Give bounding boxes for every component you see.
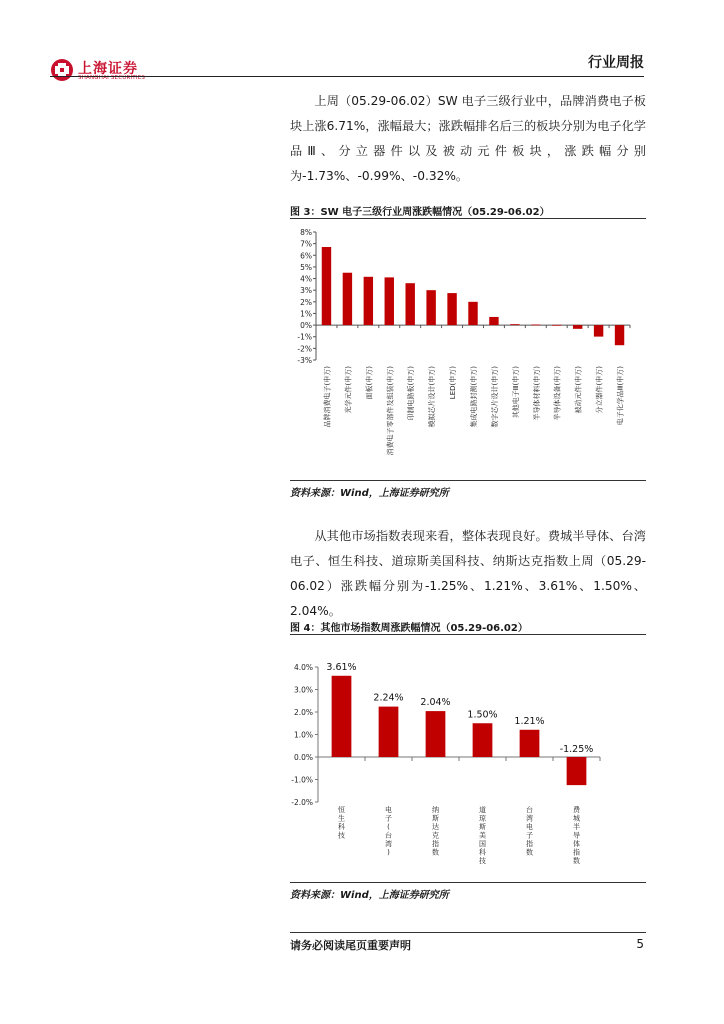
data-label: 2.24% xyxy=(373,692,404,704)
bar xyxy=(426,711,446,757)
tick-label-char: 科 xyxy=(479,848,486,857)
paragraph-text: 从其他市场指数表现来看，整体表现良好。费城半导体、台湾电子、恒生科技、道琼斯美国科技、纳斯达克指数上周（05.29-06.02）涨跌幅分别为-1.25%、1.21%、3.61%、1.50%、2.04%。 xyxy=(290,529,646,618)
tick-label-char: 数 xyxy=(573,857,580,865)
header-divider xyxy=(50,76,644,77)
y-tick-label: 4.0% xyxy=(293,663,313,672)
bar xyxy=(385,277,394,325)
tick-label-char: 指 xyxy=(432,840,439,848)
y-tick-label: 6% xyxy=(300,251,312,261)
bar xyxy=(426,290,435,325)
tick-label-char: 斯 xyxy=(432,814,439,823)
y-tick-label: 0% xyxy=(300,321,312,331)
y-tick-label: 0.0% xyxy=(293,753,313,762)
tick-label-char: 台 xyxy=(385,831,392,840)
bar xyxy=(573,325,582,329)
tick-label-char: 费 xyxy=(573,806,580,814)
tick-label-char: 恒 xyxy=(338,806,345,814)
x-tick-label xyxy=(479,805,487,865)
logo-subtext: SHANGHAI SECURITIES xyxy=(78,75,146,81)
tick-label-char: 技 xyxy=(479,857,486,865)
tick-label-char: 半 xyxy=(573,823,580,831)
tick-label-char: 湾 xyxy=(385,840,392,848)
y-tick-label: 3.0% xyxy=(293,685,313,695)
y-tick-label: 2.0% xyxy=(293,708,313,717)
y-tick-label: -2% xyxy=(297,344,312,354)
x-tick-label xyxy=(385,805,392,857)
figure4-source-rule xyxy=(290,882,646,883)
page-number: 5 xyxy=(636,937,644,951)
tick-label-char: 技 xyxy=(338,831,345,840)
y-tick-label: 7% xyxy=(300,239,312,249)
data-label: 2.04% xyxy=(420,697,451,709)
x-tick-label: 被动元件(申万) xyxy=(574,366,583,414)
tick-label-char: 电 xyxy=(526,823,533,831)
x-tick-label: 印制电路板(申万) xyxy=(407,366,416,421)
x-tick-label: 模拟芯片设计(申万) xyxy=(428,366,437,428)
y-tick-label: 8% xyxy=(300,228,312,237)
y-tick-label: -1.0% xyxy=(291,775,313,785)
bar xyxy=(322,247,331,325)
y-tick-label: 4% xyxy=(300,274,312,284)
figure3-source-rule xyxy=(290,480,646,481)
company-logo xyxy=(50,58,160,84)
data-label: 3.61% xyxy=(326,661,357,673)
x-tick-label: 半导体设备(申万) xyxy=(553,366,562,421)
bar xyxy=(510,324,519,325)
tick-label-char: 琼 xyxy=(479,814,486,823)
other-indices-weekly-change-chart xyxy=(290,640,646,880)
x-tick-label: 数字芯片设计(申万) xyxy=(490,366,499,428)
data-label: 1.21% xyxy=(514,715,545,727)
sw-industry-weekly-change-chart xyxy=(290,222,646,478)
x-tick-label xyxy=(573,805,581,865)
tick-label-char: 数 xyxy=(526,848,533,857)
x-tick-label: 品牌消费电子(申万) xyxy=(323,366,332,428)
x-tick-label: 光学元件(申万) xyxy=(344,366,353,414)
logo-text: 上海证券 xyxy=(78,61,138,77)
figure4-caption-rule xyxy=(290,634,646,635)
tick-label-char: 克 xyxy=(432,831,439,840)
bar xyxy=(520,730,540,757)
report-type-title: 行业周报 xyxy=(588,55,644,71)
tick-label-char: 道 xyxy=(479,806,486,814)
tick-label-char: 电 xyxy=(385,806,392,814)
x-tick-label: 半导体材料(申万) xyxy=(532,366,541,421)
tick-label-char: 斯 xyxy=(479,823,486,831)
bar xyxy=(405,283,414,325)
tick-label-char: 指 xyxy=(573,848,580,857)
x-tick-label: LED(申万) xyxy=(449,366,458,400)
bar xyxy=(473,723,493,757)
tick-label-char: 美 xyxy=(479,831,486,840)
figure4-caption: 图 4：其他市场指数周涨跌幅情况（05.29-06.02） xyxy=(290,623,528,634)
paragraph-other-indices xyxy=(290,524,646,624)
footer-disclaimer: 请务必阅读尾页重要声明 xyxy=(290,939,411,952)
tick-label-char: ) xyxy=(387,848,390,857)
x-tick-label: 其他电子Ⅲ(申万) xyxy=(511,366,520,419)
bar xyxy=(379,707,399,757)
tick-label-char: ( xyxy=(387,823,390,831)
bar xyxy=(615,325,624,345)
tick-label-char: 体 xyxy=(573,840,580,848)
tick-label-char: 城 xyxy=(573,814,580,823)
tick-label-char: 指 xyxy=(526,840,533,848)
tick-label-char: 纳 xyxy=(432,806,439,814)
figure3-caption: 图 3：SW 电子三级行业周涨跌幅情况（05.29-06.02） xyxy=(290,207,550,218)
tick-label-char: 台 xyxy=(526,806,533,814)
bar xyxy=(447,293,456,325)
tick-label-char: 科 xyxy=(338,823,345,831)
y-tick-label: 2% xyxy=(300,297,312,307)
bar xyxy=(567,757,587,785)
y-tick-label: 3% xyxy=(300,286,312,296)
paragraph-text: 上周（05.29-06.02）SW 电子三级行业中，品牌消费电子板块上涨6.71%，涨幅最大；涨跌幅排名后三的板块分别为电子化学品Ⅲ、分立器件以及被动元件板块，涨跌幅分别为-1.73%、-0.99%、-0.32%。 xyxy=(290,94,646,183)
y-tick-label: -3% xyxy=(297,356,312,365)
x-tick-label xyxy=(338,805,345,840)
y-tick-label: -2.0% xyxy=(291,798,313,807)
figure3-source: 资料来源：Wind，上海证券研究所 xyxy=(290,488,449,499)
bar xyxy=(531,325,540,326)
bar xyxy=(489,317,498,325)
logo-emblem-icon xyxy=(50,58,74,82)
x-tick-label xyxy=(526,805,533,857)
tick-label-char: 国 xyxy=(479,840,486,848)
tick-label-char: 生 xyxy=(338,814,345,823)
y-tick-label: -1% xyxy=(297,332,312,342)
y-tick-label: 5% xyxy=(300,262,312,272)
y-tick-label: 1.0% xyxy=(293,730,313,740)
bar xyxy=(364,277,373,325)
data-label: -1.25% xyxy=(559,744,594,755)
tick-label-char: 导 xyxy=(573,831,580,840)
x-tick-label: 消费电子零部件及组装(申万) xyxy=(386,366,395,456)
tick-label-char: 数 xyxy=(432,848,439,857)
tick-label-char: 湾 xyxy=(526,814,533,823)
x-tick-label: 电子化学品Ⅲ(申万) xyxy=(616,366,625,426)
tick-label-char: 子 xyxy=(526,831,533,840)
x-tick-label: 分立器件(申万) xyxy=(595,366,604,414)
x-tick-label: 面板(申万) xyxy=(365,366,374,400)
tick-label-char: 达 xyxy=(432,823,439,831)
paragraph-sw-industry xyxy=(290,89,646,189)
y-tick-label: 1% xyxy=(300,309,312,319)
footer-divider xyxy=(290,932,646,933)
data-label: 1.50% xyxy=(467,709,498,721)
bar xyxy=(332,676,352,757)
x-tick-label: 集成电路封测(申万) xyxy=(470,366,478,428)
bar xyxy=(552,325,561,326)
bar xyxy=(343,273,352,325)
figure4-source: 资料来源：Wind，上海证券研究所 xyxy=(290,890,449,901)
x-tick-label xyxy=(432,805,439,857)
tick-label-char: 子 xyxy=(385,814,392,823)
bar xyxy=(594,325,603,337)
bar xyxy=(468,302,477,325)
figure3-caption-rule xyxy=(290,218,646,219)
